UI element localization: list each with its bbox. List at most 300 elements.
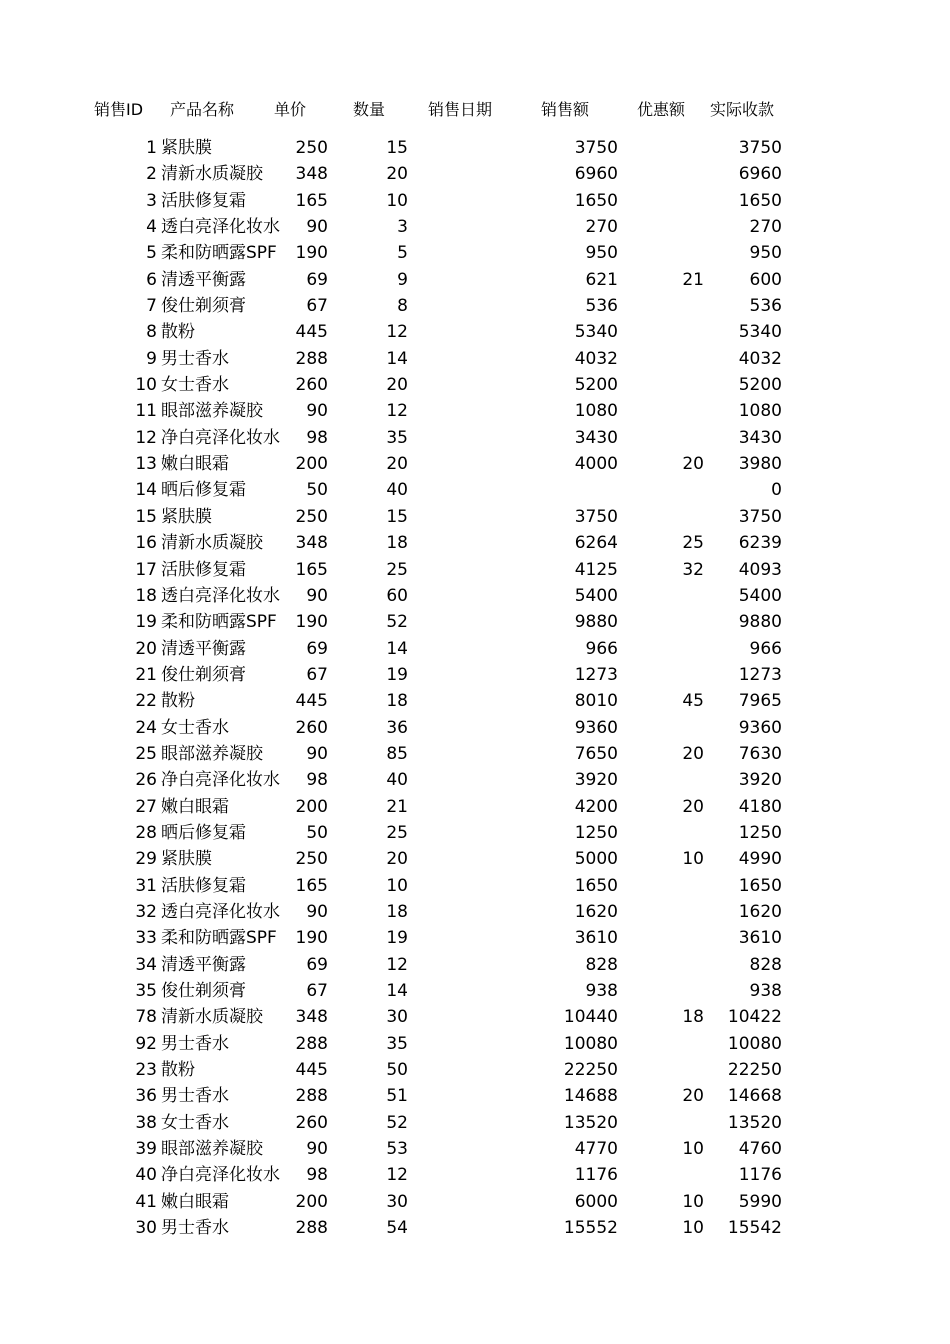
cell-net-received[interactable]: 22250 <box>727 1060 782 1081</box>
cell-product-name[interactable]: 紧肤膜 <box>161 849 212 870</box>
cell-net-received[interactable]: 3430 <box>738 427 782 448</box>
cell-sales-id[interactable]: 26 <box>135 770 157 791</box>
cell-sales-id[interactable]: 4 <box>146 217 157 238</box>
table-row <box>0 899 950 925</box>
header-unit-price[interactable]: 单价 <box>274 100 307 119</box>
cell-net-received[interactable]: 13520 <box>727 1112 782 1133</box>
cell-product-name[interactable]: 清透平衡露 <box>161 638 246 659</box>
cell-sales-amount[interactable]: 4200 <box>574 796 618 817</box>
table-row <box>0 609 950 635</box>
table-row <box>0 1057 950 1083</box>
cell-sales-amount[interactable]: 1080 <box>574 401 618 422</box>
cell-sales-amount[interactable]: 938 <box>585 981 618 1001</box>
cell-sales-amount[interactable]: 1650 <box>574 875 618 896</box>
cell-sales-id[interactable]: 6 <box>146 269 157 290</box>
cell-quantity[interactable]: 15 <box>386 506 408 527</box>
cell-product-name[interactable]: 俊仕剃须膏 <box>161 981 246 1001</box>
cell-quantity[interactable]: 30 <box>386 1191 408 1212</box>
table-row <box>0 978 950 1004</box>
cell-sales-id[interactable]: 78 <box>135 1007 157 1028</box>
cell-unit-price[interactable]: 250 <box>295 506 328 527</box>
cell-sales-id[interactable]: 13 <box>135 454 157 475</box>
cell-unit-price[interactable]: 98 <box>306 1165 328 1186</box>
cell-quantity[interactable]: 36 <box>386 717 408 738</box>
table-row <box>0 636 950 662</box>
cell-quantity[interactable]: 19 <box>386 928 408 949</box>
cell-sales-id[interactable]: 19 <box>135 612 157 633</box>
cell-quantity[interactable]: 40 <box>386 770 408 791</box>
cell-unit-price[interactable]: 69 <box>306 638 328 659</box>
cell-sales-id[interactable]: 12 <box>135 427 157 448</box>
table-row <box>0 583 950 609</box>
cell-sales-id[interactable]: 8 <box>146 322 157 343</box>
cell-sales-id[interactable]: 17 <box>135 559 157 580</box>
cell-net-received[interactable]: 3980 <box>738 454 782 475</box>
cell-net-received[interactable]: 4990 <box>738 849 782 870</box>
cell-product-name[interactable]: 清新水质凝胶 <box>161 1007 263 1028</box>
cell-unit-price[interactable]: 190 <box>295 243 328 264</box>
cell-unit-price[interactable]: 288 <box>295 1218 328 1239</box>
table-row <box>0 794 950 820</box>
cell-sales-id[interactable]: 30 <box>135 1218 157 1239</box>
cell-discount[interactable]: 10 <box>682 1218 704 1239</box>
cell-unit-price[interactable]: 50 <box>306 822 328 843</box>
cell-quantity[interactable]: 50 <box>386 1060 408 1081</box>
cell-net-received[interactable]: 0 <box>771 480 782 501</box>
cell-sales-amount[interactable]: 966 <box>585 638 618 659</box>
cell-product-name[interactable]: 柔和防晒露SPF <box>161 928 277 949</box>
cell-quantity[interactable]: 35 <box>386 427 408 448</box>
cell-discount[interactable]: 10 <box>682 1191 704 1212</box>
cell-discount[interactable]: 32 <box>682 559 704 580</box>
cell-quantity[interactable]: 12 <box>386 401 408 422</box>
table-row <box>0 240 950 266</box>
cell-sales-amount[interactable]: 3920 <box>574 770 618 791</box>
cell-quantity[interactable]: 12 <box>386 322 408 343</box>
cell-quantity[interactable]: 14 <box>386 981 408 1001</box>
cell-net-received[interactable]: 10422 <box>727 1007 782 1028</box>
cell-quantity[interactable]: 25 <box>386 559 408 580</box>
cell-unit-price[interactable]: 190 <box>295 612 328 633</box>
header-net-received[interactable]: 实际收款 <box>710 100 775 119</box>
cell-unit-price[interactable]: 90 <box>306 743 328 764</box>
table-row <box>0 741 950 767</box>
cell-unit-price[interactable]: 98 <box>306 770 328 791</box>
cell-sales-id[interactable]: 38 <box>135 1112 157 1133</box>
cell-unit-price[interactable]: 348 <box>295 1007 328 1028</box>
cell-sales-id[interactable]: 34 <box>135 954 157 975</box>
table-row <box>0 1215 950 1241</box>
cell-sales-amount[interactable]: 14688 <box>563 1086 618 1107</box>
cell-quantity[interactable]: 52 <box>386 612 408 633</box>
cell-sales-amount[interactable]: 13520 <box>563 1112 618 1133</box>
cell-quantity[interactable]: 25 <box>386 822 408 843</box>
table-row <box>0 873 950 899</box>
cell-sales-id[interactable]: 31 <box>135 875 157 896</box>
cell-quantity[interactable]: 20 <box>386 164 408 185</box>
cell-product-name[interactable]: 男士香水 <box>161 1086 229 1107</box>
cell-unit-price[interactable]: 90 <box>306 901 328 922</box>
cell-product-name[interactable]: 女士香水 <box>161 1112 229 1133</box>
cell-net-received[interactable]: 536 <box>749 296 782 317</box>
cell-sales-id[interactable]: 32 <box>135 901 157 922</box>
cell-sales-amount[interactable]: 9360 <box>574 717 618 738</box>
cell-unit-price[interactable]: 250 <box>295 138 328 158</box>
header-quantity[interactable]: 数量 <box>353 100 386 119</box>
cell-unit-price[interactable]: 445 <box>295 1060 328 1081</box>
cell-quantity[interactable]: 3 <box>397 217 408 238</box>
table-body <box>0 135 950 1241</box>
cell-sales-id[interactable]: 5 <box>146 243 157 264</box>
cell-unit-price[interactable]: 250 <box>295 849 328 870</box>
cell-quantity[interactable]: 14 <box>386 638 408 659</box>
cell-net-received[interactable]: 1273 <box>738 664 782 685</box>
cell-sales-amount[interactable]: 8010 <box>574 691 618 712</box>
cell-product-name[interactable]: 女士香水 <box>161 375 229 396</box>
cell-product-name[interactable]: 眼部滋养凝胶 <box>161 743 263 764</box>
cell-product-name[interactable]: 女士香水 <box>161 717 229 738</box>
cell-unit-price[interactable]: 200 <box>295 454 328 475</box>
table-row <box>0 214 950 240</box>
cell-quantity[interactable]: 35 <box>386 1033 408 1054</box>
cell-net-received[interactable]: 4093 <box>738 559 782 580</box>
cell-sales-id[interactable]: 21 <box>135 664 157 685</box>
cell-net-received[interactable]: 1250 <box>738 822 782 843</box>
cell-quantity[interactable]: 12 <box>386 1165 408 1186</box>
cell-quantity[interactable]: 21 <box>386 796 408 817</box>
cell-sales-amount[interactable]: 1273 <box>574 664 618 685</box>
cell-quantity[interactable]: 53 <box>386 1139 408 1160</box>
cell-quantity[interactable]: 12 <box>386 954 408 975</box>
cell-unit-price[interactable]: 260 <box>295 375 328 396</box>
cell-product-name[interactable]: 男士香水 <box>161 348 229 369</box>
cell-net-received[interactable]: 3610 <box>738 928 782 949</box>
cell-sales-id[interactable]: 7 <box>146 296 157 317</box>
cell-net-received[interactable]: 6239 <box>738 533 782 554</box>
table-row <box>0 820 950 846</box>
cell-product-name[interactable]: 男士香水 <box>161 1033 229 1054</box>
cell-product-name[interactable]: 俊仕剃须膏 <box>161 296 246 317</box>
cell-discount[interactable]: 20 <box>682 743 704 764</box>
table-row <box>0 1162 950 1188</box>
cell-sales-amount[interactable]: 9880 <box>574 612 618 633</box>
cell-sales-id[interactable]: 39 <box>135 1139 157 1160</box>
cell-sales-id[interactable]: 10 <box>135 375 157 396</box>
cell-sales-amount[interactable]: 4032 <box>574 348 618 369</box>
cell-unit-price[interactable]: 348 <box>295 533 328 554</box>
cell-net-received[interactable]: 270 <box>749 217 782 238</box>
cell-quantity[interactable]: 19 <box>386 664 408 685</box>
cell-sales-amount[interactable]: 536 <box>585 296 618 317</box>
cell-discount[interactable]: 10 <box>682 849 704 870</box>
cell-sales-id[interactable]: 33 <box>135 928 157 949</box>
cell-sales-amount[interactable]: 621 <box>585 269 618 290</box>
cell-net-received[interactable]: 4760 <box>738 1139 782 1160</box>
cell-product-name[interactable]: 嫩白眼霜 <box>161 1191 229 1212</box>
cell-product-name[interactable]: 活肤修复霜 <box>161 559 246 580</box>
cell-product-name[interactable]: 透白亮泽化妆水 <box>161 217 280 238</box>
header-product-name[interactable]: 产品名称 <box>170 100 235 119</box>
header-discount[interactable]: 优惠额 <box>637 100 686 119</box>
cell-sales-amount[interactable]: 4125 <box>574 559 618 580</box>
cell-sales-id[interactable]: 25 <box>135 743 157 764</box>
cell-quantity[interactable]: 14 <box>386 348 408 369</box>
cell-sales-id[interactable]: 15 <box>135 506 157 527</box>
cell-net-received[interactable]: 7630 <box>738 743 782 764</box>
cell-product-name[interactable]: 活肤修复霜 <box>161 875 246 896</box>
cell-net-received[interactable]: 15542 <box>727 1218 782 1239</box>
cell-product-name[interactable]: 紧肤膜 <box>161 506 212 527</box>
table-row <box>0 319 950 345</box>
cell-net-received[interactable]: 3750 <box>738 138 782 158</box>
cell-net-received[interactable]: 3920 <box>738 770 782 791</box>
cell-sales-amount[interactable]: 3750 <box>574 138 618 158</box>
cell-unit-price[interactable]: 445 <box>295 322 328 343</box>
cell-sales-id[interactable]: 28 <box>135 822 157 843</box>
header-sales-date[interactable]: 销售日期 <box>428 100 493 119</box>
table-row <box>0 372 950 398</box>
cell-quantity[interactable]: 60 <box>386 585 408 606</box>
cell-net-received[interactable]: 938 <box>749 981 782 1001</box>
cell-quantity[interactable]: 52 <box>386 1112 408 1133</box>
cell-sales-amount[interactable]: 6000 <box>574 1191 618 1212</box>
table-row <box>0 188 950 214</box>
cell-unit-price[interactable]: 90 <box>306 217 328 238</box>
cell-sales-amount[interactable]: 5340 <box>574 322 618 343</box>
cell-unit-price[interactable]: 90 <box>306 1139 328 1160</box>
table-row <box>0 346 950 372</box>
cell-sales-id[interactable]: 2 <box>146 164 157 185</box>
cell-quantity[interactable]: 5 <box>397 243 408 264</box>
cell-sales-amount[interactable]: 5400 <box>574 585 618 606</box>
cell-sales-id[interactable]: 16 <box>135 533 157 554</box>
cell-sales-amount[interactable]: 3610 <box>574 928 618 949</box>
cell-unit-price[interactable]: 90 <box>306 401 328 422</box>
table-row <box>0 767 950 793</box>
cell-quantity[interactable]: 10 <box>386 875 408 896</box>
table-row <box>0 398 950 424</box>
cell-sales-amount[interactable]: 5200 <box>574 375 618 396</box>
cell-sales-amount[interactable]: 7650 <box>574 743 618 764</box>
header-sales-id[interactable]: 销售ID <box>94 100 144 119</box>
cell-product-name[interactable]: 净白亮泽化妆水 <box>161 427 280 448</box>
cell-quantity[interactable]: 18 <box>386 691 408 712</box>
cell-quantity[interactable]: 20 <box>386 454 408 475</box>
cell-sales-id[interactable]: 9 <box>146 348 157 369</box>
cell-unit-price[interactable]: 67 <box>306 664 328 685</box>
cell-discount[interactable]: 45 <box>682 691 704 712</box>
cell-net-received[interactable]: 4032 <box>738 348 782 369</box>
cell-net-received[interactable]: 1176 <box>738 1165 782 1186</box>
cell-unit-price[interactable]: 165 <box>295 875 328 896</box>
cell-net-received[interactable]: 600 <box>749 269 782 290</box>
cell-product-name[interactable]: 散粉 <box>161 691 195 712</box>
cell-unit-price[interactable]: 50 <box>306 480 328 501</box>
cell-product-name[interactable]: 嫩白眼霜 <box>161 796 229 817</box>
cell-sales-id[interactable]: 27 <box>135 796 157 817</box>
cell-sales-amount[interactable]: 3750 <box>574 506 618 527</box>
cell-net-received[interactable]: 966 <box>749 638 782 659</box>
cell-product-name[interactable]: 眼部滋养凝胶 <box>161 401 263 422</box>
cell-sales-id[interactable]: 23 <box>135 1060 157 1081</box>
cell-unit-price[interactable]: 67 <box>306 296 328 317</box>
cell-quantity[interactable]: 40 <box>386 480 408 501</box>
cell-unit-price[interactable]: 260 <box>295 717 328 738</box>
cell-sales-id[interactable]: 92 <box>135 1033 157 1054</box>
cell-net-received[interactable]: 5990 <box>738 1191 782 1212</box>
cell-net-received[interactable]: 10080 <box>727 1033 782 1054</box>
cell-net-received[interactable]: 1650 <box>738 190 782 211</box>
cell-discount[interactable]: 20 <box>682 796 704 817</box>
cell-unit-price[interactable]: 90 <box>306 585 328 606</box>
cell-quantity[interactable]: 15 <box>386 138 408 158</box>
table-row <box>0 451 950 477</box>
cell-unit-price[interactable]: 165 <box>295 559 328 580</box>
cell-sales-id[interactable]: 1 <box>146 138 157 158</box>
cell-unit-price[interactable]: 190 <box>295 928 328 949</box>
cell-quantity[interactable]: 18 <box>386 533 408 554</box>
cell-quantity[interactable]: 8 <box>397 296 408 317</box>
cell-product-name[interactable]: 散粉 <box>161 322 195 343</box>
cell-quantity[interactable]: 10 <box>386 190 408 211</box>
cell-sales-amount[interactable]: 6960 <box>574 164 618 185</box>
cell-net-received[interactable]: 4180 <box>738 796 782 817</box>
cell-sales-id[interactable]: 18 <box>135 585 157 606</box>
cell-quantity[interactable]: 20 <box>386 375 408 396</box>
table-row <box>0 662 950 688</box>
cell-quantity[interactable]: 54 <box>386 1218 408 1239</box>
cell-sales-amount[interactable]: 1620 <box>574 901 618 922</box>
cell-net-received[interactable]: 5400 <box>738 585 782 606</box>
cell-sales-amount[interactable]: 4770 <box>574 1139 618 1160</box>
cell-discount[interactable]: 20 <box>682 454 704 475</box>
table-row <box>0 161 950 187</box>
cell-product-name[interactable]: 清透平衡露 <box>161 269 246 290</box>
cell-sales-id[interactable]: 3 <box>146 190 157 211</box>
cell-unit-price[interactable]: 98 <box>306 427 328 448</box>
cell-quantity[interactable]: 85 <box>386 743 408 764</box>
cell-product-name[interactable]: 俊仕剃须膏 <box>161 664 246 685</box>
cell-unit-price[interactable]: 67 <box>306 981 328 1001</box>
cell-net-received[interactable]: 1650 <box>738 875 782 896</box>
cell-sales-id[interactable]: 22 <box>135 691 157 712</box>
cell-net-received[interactable]: 5340 <box>738 322 782 343</box>
cell-unit-price[interactable]: 445 <box>295 691 328 712</box>
cell-unit-price[interactable]: 69 <box>306 954 328 975</box>
cell-product-name[interactable]: 清透平衡露 <box>161 954 246 975</box>
cell-sales-amount[interactable]: 4000 <box>574 454 618 475</box>
cell-unit-price[interactable]: 288 <box>295 348 328 369</box>
cell-net-received[interactable]: 828 <box>749 954 782 975</box>
cell-sales-amount[interactable]: 15552 <box>563 1218 618 1239</box>
cell-product-name[interactable]: 清新水质凝胶 <box>161 164 263 185</box>
cell-sales-id[interactable]: 24 <box>135 717 157 738</box>
cell-sales-id[interactable]: 35 <box>135 981 157 1001</box>
cell-sales-id[interactable]: 14 <box>135 480 157 501</box>
cell-net-received[interactable]: 14668 <box>727 1086 782 1107</box>
cell-sales-amount[interactable]: 1176 <box>574 1165 618 1186</box>
cell-product-name[interactable]: 活肤修复霜 <box>161 190 246 211</box>
table-row <box>0 846 950 872</box>
cell-product-name[interactable]: 紧肤膜 <box>161 138 212 158</box>
cell-sales-id[interactable]: 40 <box>135 1165 157 1186</box>
cell-discount[interactable]: 20 <box>682 1086 704 1107</box>
cell-product-name[interactable]: 柔和防晒露SPF <box>161 612 277 633</box>
cell-sales-amount[interactable]: 1250 <box>574 822 618 843</box>
cell-sales-amount[interactable]: 6264 <box>574 533 618 554</box>
cell-unit-price[interactable]: 260 <box>295 1112 328 1133</box>
cell-product-name[interactable]: 嫩白眼霜 <box>161 454 229 475</box>
table-row <box>0 425 950 451</box>
cell-quantity[interactable]: 20 <box>386 849 408 870</box>
cell-product-name[interactable]: 透白亮泽化妆水 <box>161 585 280 606</box>
cell-sales-id[interactable]: 20 <box>135 638 157 659</box>
cell-quantity[interactable]: 18 <box>386 901 408 922</box>
cell-product-name[interactable]: 透白亮泽化妆水 <box>161 901 280 922</box>
cell-net-received[interactable]: 1080 <box>738 401 782 422</box>
cell-product-name[interactable]: 眼部滋养凝胶 <box>161 1139 263 1160</box>
cell-discount[interactable]: 18 <box>682 1007 704 1028</box>
cell-sales-amount[interactable]: 1650 <box>574 190 618 211</box>
header-sales-amount[interactable]: 销售额 <box>541 100 590 119</box>
cell-unit-price[interactable]: 165 <box>295 190 328 211</box>
cell-sales-amount[interactable]: 10440 <box>563 1007 618 1028</box>
cell-unit-price[interactable]: 348 <box>295 164 328 185</box>
cell-unit-price[interactable]: 200 <box>295 796 328 817</box>
cell-unit-price[interactable]: 69 <box>306 269 328 290</box>
cell-sales-id[interactable]: 36 <box>135 1086 157 1107</box>
cell-unit-price[interactable]: 288 <box>295 1033 328 1054</box>
cell-sales-amount[interactable]: 3430 <box>574 427 618 448</box>
cell-quantity[interactable]: 30 <box>386 1007 408 1028</box>
cell-discount[interactable]: 21 <box>682 269 704 290</box>
cell-net-received[interactable]: 1620 <box>738 901 782 922</box>
cell-net-received[interactable]: 950 <box>749 243 782 264</box>
cell-unit-price[interactable]: 200 <box>295 1191 328 1212</box>
cell-product-name[interactable]: 净白亮泽化妆水 <box>161 770 280 791</box>
cell-product-name[interactable]: 净白亮泽化妆水 <box>161 1165 280 1186</box>
cell-sales-id[interactable]: 41 <box>135 1191 157 1212</box>
cell-net-received[interactable]: 3750 <box>738 506 782 527</box>
cell-product-name[interactable]: 晒后修复霜 <box>161 480 246 501</box>
cell-product-name[interactable]: 清新水质凝胶 <box>161 533 263 554</box>
cell-product-name[interactable]: 柔和防晒露SPF <box>161 243 277 264</box>
cell-net-received[interactable]: 5200 <box>738 375 782 396</box>
cell-quantity[interactable]: 9 <box>397 269 408 290</box>
cell-product-name[interactable]: 男士香水 <box>161 1218 229 1239</box>
cell-discount[interactable]: 25 <box>682 533 704 554</box>
cell-net-received[interactable]: 7965 <box>738 691 782 712</box>
cell-sales-id[interactable]: 29 <box>135 849 157 870</box>
cell-sales-id[interactable]: 11 <box>135 401 157 422</box>
cell-product-name[interactable]: 散粉 <box>161 1060 195 1081</box>
cell-net-received[interactable]: 9880 <box>738 612 782 633</box>
table-row <box>0 504 950 530</box>
cell-sales-amount[interactable]: 950 <box>585 243 618 264</box>
cell-net-received[interactable]: 6960 <box>738 164 782 185</box>
cell-product-name[interactable]: 晒后修复霜 <box>161 822 246 843</box>
cell-net-received[interactable]: 9360 <box>738 717 782 738</box>
cell-sales-amount[interactable]: 828 <box>585 954 618 975</box>
cell-sales-amount[interactable]: 270 <box>585 217 618 238</box>
cell-quantity[interactable]: 51 <box>386 1086 408 1107</box>
cell-discount[interactable]: 10 <box>682 1139 704 1160</box>
header-row <box>0 96 950 124</box>
cell-sales-amount[interactable]: 22250 <box>563 1060 618 1081</box>
cell-sales-amount[interactable]: 5000 <box>574 849 618 870</box>
cell-sales-amount[interactable]: 10080 <box>563 1033 618 1054</box>
cell-unit-price[interactable]: 288 <box>295 1086 328 1107</box>
